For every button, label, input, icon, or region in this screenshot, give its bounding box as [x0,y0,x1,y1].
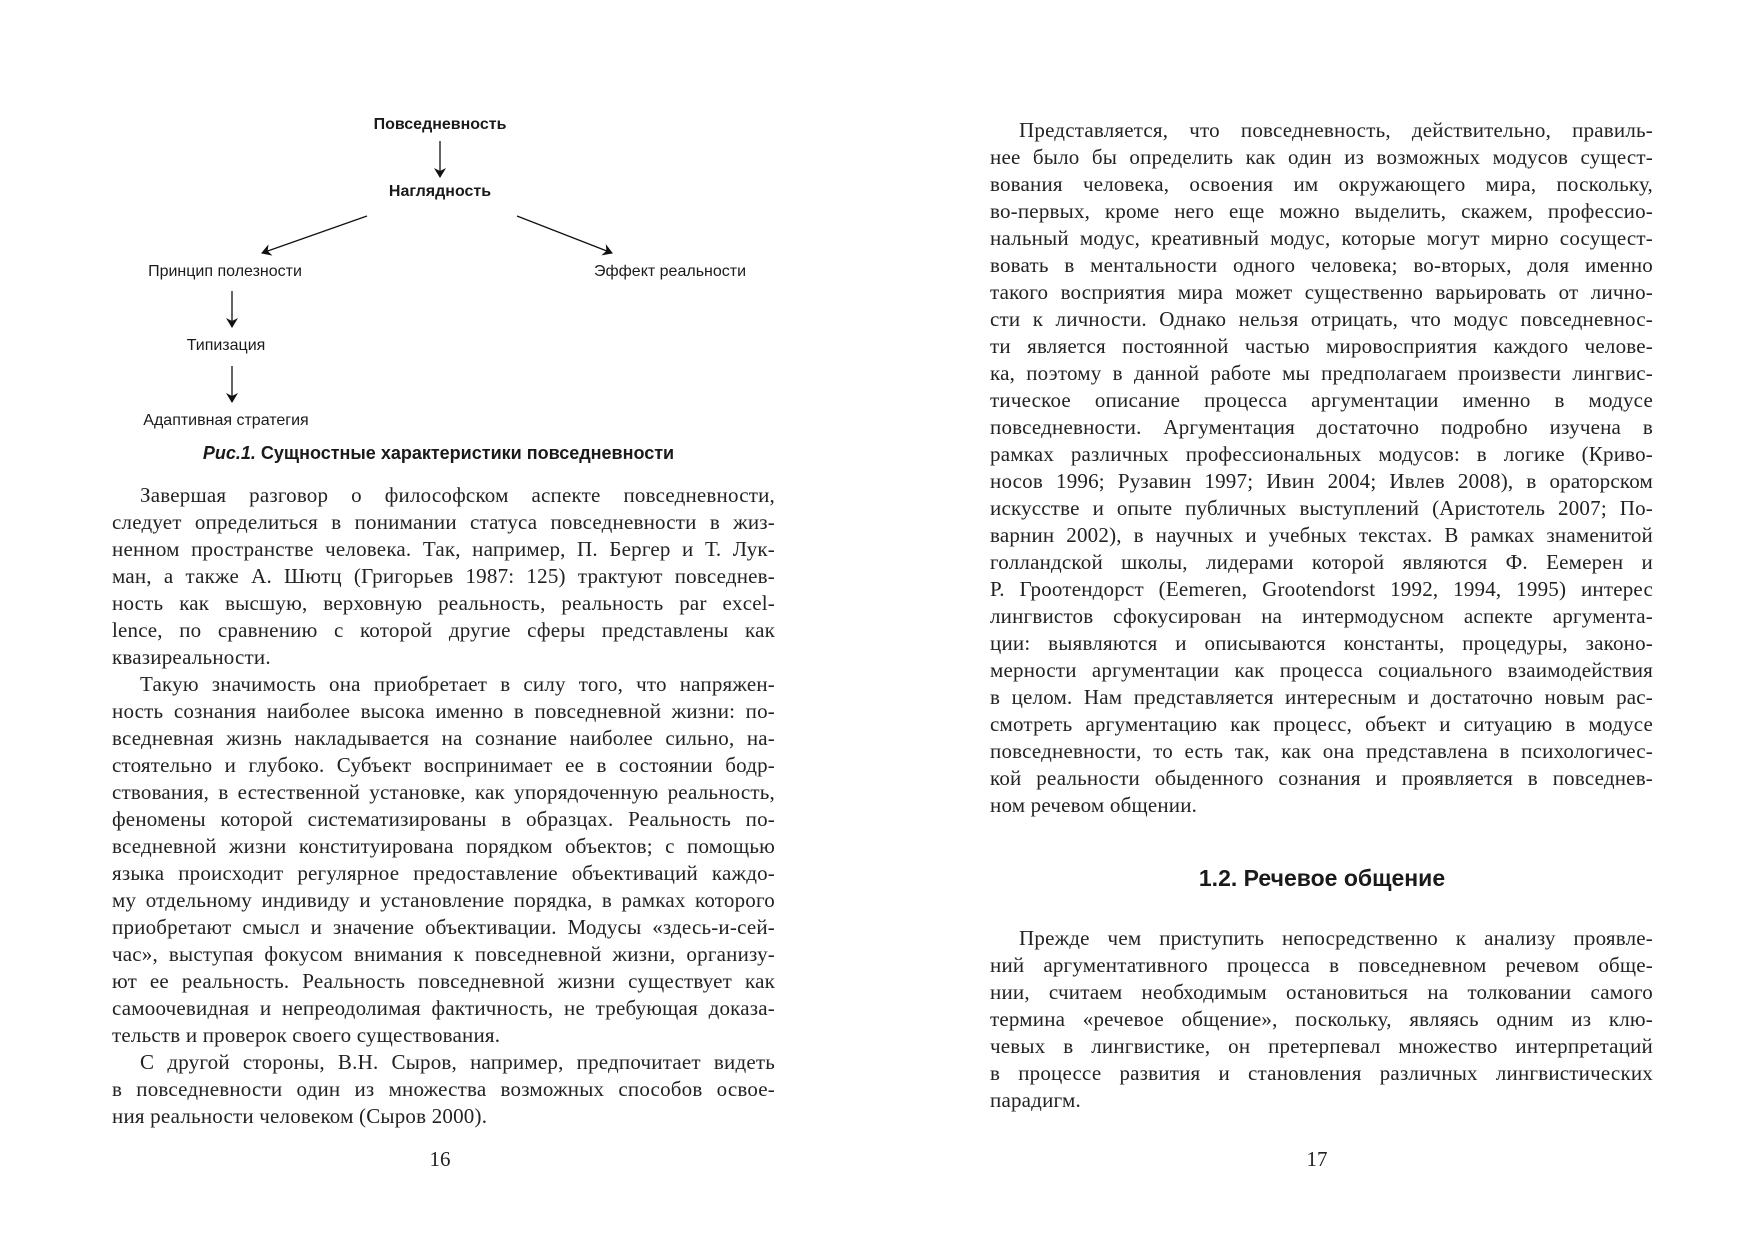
text-line: чевых в лингвистике, он претерпевал множество интерпретаций [990,1034,1653,1058]
text-line: ния реальности человеком (Сыров 2000). [112,1104,488,1128]
text-line: термина «речевое общение», поскольку, являясь одним из клю- [990,1007,1653,1031]
text-line: рамках различных профессиональных модусов: в логике (Криво- [990,442,1653,466]
text-line: в повседневности один из множества возможных способов освое- [112,1077,775,1101]
text-line: квазиреальности. [112,645,271,669]
text-line: лингвистов сфокусирован на интермодусном аспекте аргумента- [990,604,1653,628]
text-line: час», выступая фокусом внимания к повседневной жизни, организу- [112,942,775,966]
text-line: сти к личности. Однако нельзя отрицать, что модус повседневнос- [990,307,1653,331]
section-heading: 1.2. Речевое общение [1198,865,1446,891]
left-page [0,0,877,1240]
text-line: самоочевидная и непреодолимая фактичность, не требующая доказа- [112,996,775,1020]
page-number-left: 16 [429,1147,451,1171]
text-line: носов 1996; Рузавин 1997; Ивин 2004; Ивлев 2008), в ораторском [990,469,1653,493]
right-page [877,0,1755,1240]
text-line: такого восприятия мира может существенно варьировать от лично- [990,280,1653,304]
text-line: ют ее реальность. Реальность повседневной жизни существует как [112,969,775,993]
diagram-node-left-branch: Принцип полезности [148,263,302,280]
text-line: в целом. Нам представляется интересным и достаточно новым рас- [990,685,1653,709]
text-line: парадигм. [990,1088,1081,1112]
text-line: повседневности. Аргументация достаточно подробно изучена в [990,415,1653,439]
text-line: Завершая разговор о философском аспекте повседневности, [140,483,775,507]
text-line: ность как высшую, верховную реальность, реальность par excel- [112,591,775,615]
text-line: Представляется, что повседневность, действительно, правиль- [1019,118,1653,142]
text-line: нальный модус, креативный модус, которые могут мирно сосущест- [990,226,1653,250]
text-line: тическое описание процесса аргументации именно в модусе [990,388,1653,412]
figure-caption-text: Сущностные характеристики повседневности [255,443,675,463]
text-line: смотреть аргументацию как процесс, объект и ситуацию в модусе [990,712,1653,736]
text-line: нее было бы определить как один из возможных модусов сущест- [990,145,1653,169]
text-line: нии, считаем необходимым остановиться на толковании самого [990,980,1653,1004]
text-line: искусстве и опыте публичных выступлений (Аристотель 2007; По- [990,496,1653,520]
text-line: стоятельно и глубоко. Субъект воспринимает ее в состоянии бодр- [112,753,775,777]
figure-caption [0,443,877,464]
diagram-node-root: Повседневность [373,116,507,133]
text-line: Р. Гроотендорст (Eemeren, Grootendorst 1992, 1994, 1995) интерес [990,577,1653,601]
diagram-node-left-child: Типизация [186,337,266,354]
text-line: ман, а также А. Шютц (Григорьев 1987: 125) трактуют повседнев- [112,564,775,588]
text-line: вования человека, освоения им окружающего мира, поскольку, [990,172,1653,196]
diagram-node-right-branch: Эффект реальности [593,263,747,280]
text-line: феномены которой систематизированы в образцах. Реальность по- [112,807,775,831]
text-line: ненном пространстве человека. Так, например, П. Бергер и Т. Лук- [112,537,775,561]
text-line: С другой стороны, В.Н. Сыров, например, предпочитает видеть [140,1050,775,1074]
text-line: Такую значимость она приобретает в силу того, что напряжен- [140,672,775,696]
text-line: повседневности, то есть так, как она представлена в психологичес- [990,739,1653,763]
text-line: кой реальности обыденного сознания и проявляется в повседнев- [990,766,1653,790]
text-line: следует определиться в понимании статуса повседневности в жиз- [112,510,775,534]
text-line: ствования, в естественной установке, как упорядоченную реальность, [112,780,775,804]
text-line: вседневная жизнь накладывается на сознание наиболее сильно, на- [112,726,775,750]
text-line: в процессе развития и становления различных лингвистических [990,1061,1653,1085]
text-line: мерности аргументации как процесса социального взаимодействия [990,658,1653,682]
text-line: lence, по сравнению с которой другие сферы представлены как [112,618,775,642]
text-line: ка, поэтому в данной работе мы предполагаем произвести лингвис- [990,361,1653,385]
figure-caption-prefix: Рис.1. [202,443,256,463]
text-line: ции: выявляются и описываются константы, процедуры, законо- [990,631,1653,655]
diagram-node-left-grandchild: Адаптивная стратегия [143,412,309,429]
text-line: ность сознания наиболее высока именно в повседневной жизни: по- [112,699,775,723]
text-line: ний аргументативного процесса в повседневном речевом обще- [990,953,1653,977]
text-line: ном речевом общении. [990,793,1198,817]
page-number-right: 17 [1306,1147,1328,1171]
diagram-node-level2: Наглядность [388,183,492,200]
text-line: голландской школы, лидерами которой являются Ф. Еемерен и [990,550,1653,574]
text-line: тельств и проверок своего существования. [112,1023,501,1047]
diagram-arrows [0,0,877,440]
text-line: ти является постоянной частью мировосприятия каждого челове- [990,334,1653,358]
text-line: приобретают смысл и значение объективации. Модусы «здесь-и-сей- [112,915,775,939]
text-line: во-первых, кроме него еще можно выделить, скажем, профессио- [990,199,1653,223]
text-line: языка происходит регулярное предоставление объективаций каждо- [112,861,775,885]
text-line: Прежде чем приступить непосредственно к анализу проявле- [1019,926,1653,950]
text-line: му отдельному индивиду и установление порядка, в рамках которого [112,888,775,912]
text-line: вседневной жизни конституирована порядком объектов; с помощью [112,834,775,858]
text-line: варнин 2002), в научных и учебных текстах. В рамках знаменитой [990,523,1653,547]
text-line: вовать в ментальности одного человека; во-вторых, доля именно [990,253,1653,277]
